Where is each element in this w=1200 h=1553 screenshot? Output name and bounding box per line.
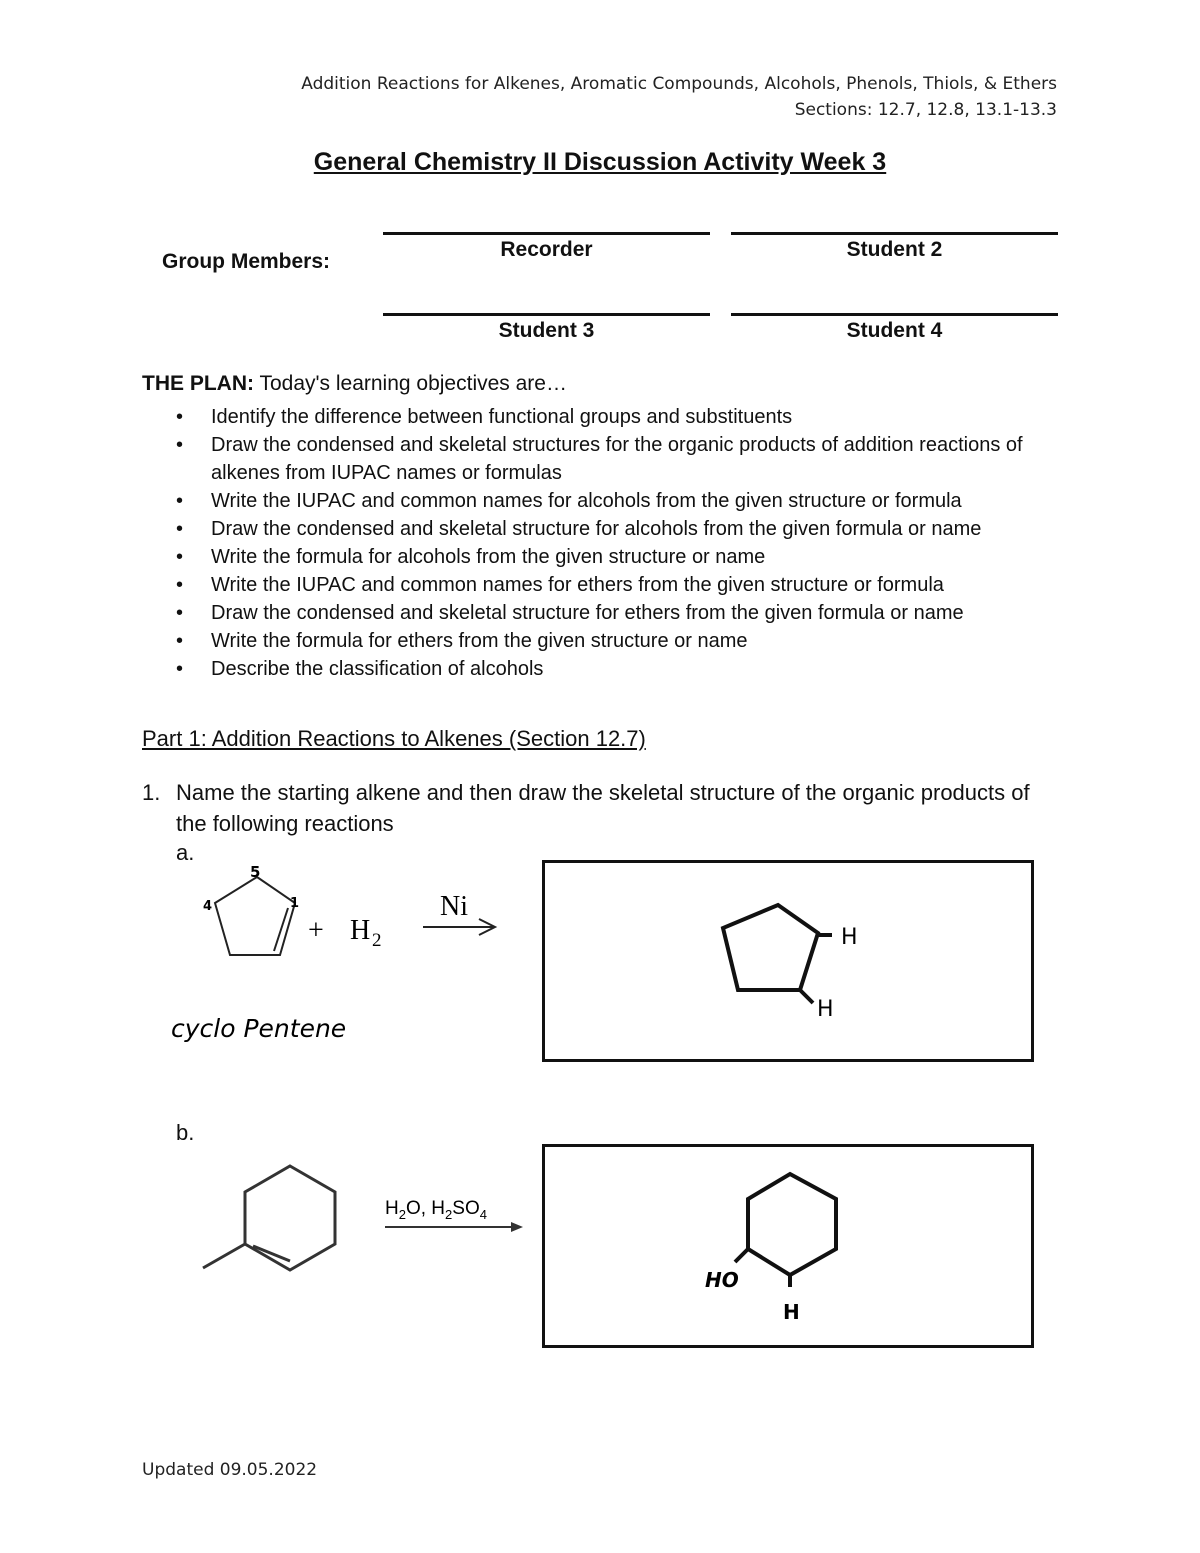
cyclopentane-ring xyxy=(723,905,818,990)
hydrogen-label: H xyxy=(841,925,858,950)
hydrogen-label: H xyxy=(817,997,834,1022)
ring-number-1: 1 xyxy=(290,896,300,911)
objective-text: Draw the condensed and skeletal structure for ethers from the given formula or name xyxy=(211,602,964,624)
role-recorder: Recorder xyxy=(500,238,593,261)
objective-item xyxy=(142,627,1072,655)
bullet: • xyxy=(176,490,184,512)
reaction-a-diagram xyxy=(171,855,515,1055)
reagent-water-acid xyxy=(385,1198,487,1222)
header-topic: Addition Reactions for Alkenes, Aromatic Compounds, Alcohols, Phenols, Thiols, & Ethers xyxy=(301,74,1057,94)
answer-box-a[interactable] xyxy=(542,860,1034,1062)
plan-heading xyxy=(142,372,567,396)
reagent-subscript: 2 xyxy=(372,930,382,951)
bullet: • xyxy=(176,406,184,428)
student3-signature-line xyxy=(383,313,710,316)
bullet: • xyxy=(176,574,184,596)
plan-intro: Today's learning objectives are… xyxy=(259,372,567,395)
objective-text: Write the IUPAC and common names for ethers from the given structure or formula xyxy=(211,574,944,596)
bullet: • xyxy=(176,546,184,568)
cyclohexane-ring xyxy=(748,1174,836,1275)
bullet: • xyxy=(176,434,184,456)
objective-item xyxy=(142,655,1072,683)
reagent-part: O, H xyxy=(405,1198,446,1219)
objective-item xyxy=(142,571,1072,599)
objective-text: Draw the condensed and skeletal structures for the organic products of addition reactions of alkenes from IUPAC names or formulas xyxy=(211,434,1023,484)
handwritten-alkene-name: cyclo Pentene xyxy=(171,1014,347,1043)
student2-signature-line xyxy=(731,232,1058,235)
bullet: • xyxy=(176,602,184,624)
objective-text: Draw the condensed and skeletal structure for alcohols from the given formula or name xyxy=(211,518,982,540)
answer-b-drawing xyxy=(545,1147,1031,1345)
part1-heading: Part 1: Addition Reactions to Alkenes (Section 12.7) xyxy=(142,726,646,751)
page-title: General Chemistry II Discussion Activity Week 3 xyxy=(313,148,887,176)
hydrogen-label: H xyxy=(783,1300,800,1324)
student4-signature-line xyxy=(731,313,1058,316)
subquestion-a-label: a. xyxy=(176,840,195,865)
double-bond-line xyxy=(274,908,288,951)
objective-item xyxy=(142,487,1072,515)
ring-number-4: 4 xyxy=(203,899,213,914)
header-sections: Sections: 12.7, 12.8, 13.1-13.3 xyxy=(794,100,1057,120)
role-student-2: Student 2 xyxy=(846,238,943,261)
plus-sign: + xyxy=(308,915,324,946)
reagent-subscript: 4 xyxy=(479,1207,487,1222)
reagent-subscript: 2 xyxy=(398,1207,406,1222)
role-student-4: Student 4 xyxy=(846,319,943,342)
objective-text: Write the IUPAC and common names for alcohols from the given structure or formula xyxy=(211,490,962,512)
bullet: • xyxy=(176,658,184,680)
reagent-part: H xyxy=(385,1198,399,1219)
catalyst-ni: Ni xyxy=(440,891,468,922)
group-members-label: Group Members: xyxy=(162,250,331,273)
footer-updated: Updated 09.05.2022 xyxy=(142,1460,318,1480)
objectives-list xyxy=(142,403,1072,683)
objective-text: Identify the difference between functional groups and substituents xyxy=(211,406,793,428)
hydroxyl-label: HO xyxy=(705,1268,739,1292)
objective-text: Write the formula for alcohols from the given structure or name xyxy=(211,546,766,568)
objective-item xyxy=(142,599,1072,627)
subquestion-b-label: b. xyxy=(176,1120,195,1145)
recorder-signature-line xyxy=(383,232,710,235)
question-text: Name the starting alkene and then draw the skeletal structure of the organic products of the following reactions xyxy=(176,780,1030,836)
objective-item xyxy=(142,431,1072,487)
methyl-substituent xyxy=(203,1244,245,1268)
arrow-icon xyxy=(511,1222,523,1232)
reagent-subscript: 2 xyxy=(445,1207,453,1222)
objective-text: Describe the classification of alcohols xyxy=(211,658,544,680)
question-number: 1. xyxy=(142,780,161,805)
cyclohexene-ring xyxy=(245,1166,335,1270)
bullet: • xyxy=(176,630,184,652)
reagent-h: H xyxy=(350,915,371,946)
role-student-3: Student 3 xyxy=(498,319,595,342)
answer-box-b[interactable] xyxy=(542,1144,1034,1348)
cyclopentene-ring xyxy=(215,877,295,955)
objective-item xyxy=(142,403,1072,431)
objective-text: Write the formula for ethers from the given structure or name xyxy=(211,630,748,652)
bullet: • xyxy=(176,518,184,540)
objective-item xyxy=(142,515,1072,543)
bond-line xyxy=(735,1249,748,1262)
answer-a-drawing xyxy=(545,863,1031,1059)
plan-label: THE PLAN: xyxy=(142,372,254,395)
reaction-b-diagram xyxy=(195,1150,535,1290)
reagent-part: SO xyxy=(452,1198,480,1219)
objective-item xyxy=(142,543,1072,571)
bond-line xyxy=(800,990,813,1003)
ring-number-5: 5 xyxy=(250,863,261,881)
